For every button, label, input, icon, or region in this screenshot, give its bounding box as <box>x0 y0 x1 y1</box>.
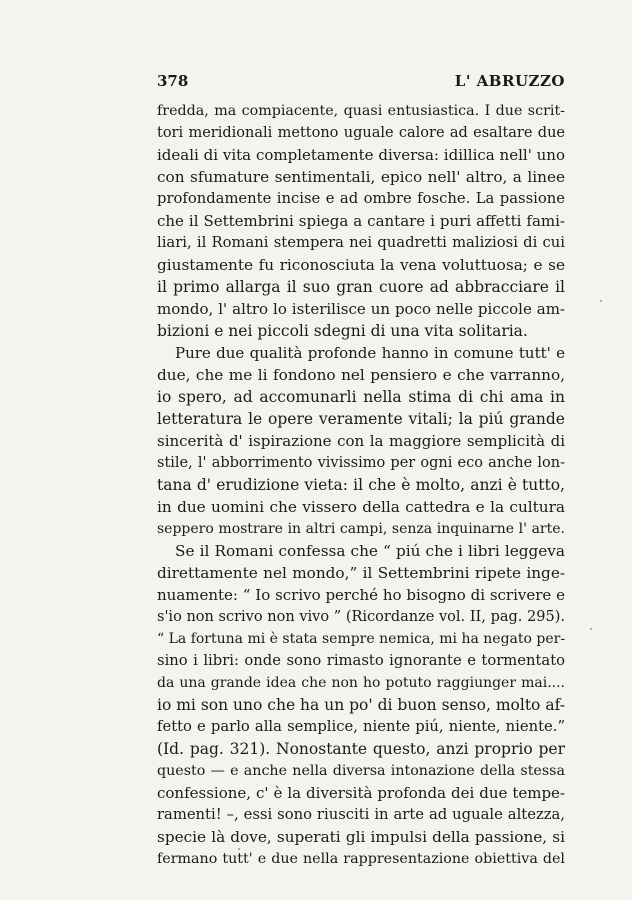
text-line: mondo, l' altro lo isterilisce un poco nelle piccole am- <box>157 300 565 318</box>
text-line: ramenti! –, essi sono riusciti in arte ad uguale altezza, <box>157 806 565 823</box>
text-line: confessione, c' è la diversità profonda dei due tempe- <box>157 784 565 802</box>
text-line: con sfumature sentimentali, epico nell' altro, a linee <box>157 168 565 186</box>
running-head: L' ABRUZZO <box>454 72 565 90</box>
paragraph-end-line: seppero mostrare in altri campi, senza inquinarne l' arte. <box>157 521 565 537</box>
paragraph-first-line: Se il Romani confessa che “ piú che i libri leggeva <box>175 542 565 560</box>
paper-speck <box>238 848 240 850</box>
text-line: io spero, ad accomunarli nella stima di chi ama in <box>157 388 565 406</box>
text-line: letteratura le opere veramente vitali; la piú grande <box>157 410 565 428</box>
paper-speck <box>590 628 592 630</box>
text-line: tana d' erudizione vieta: il che è molto, anzi è tutto, <box>157 476 565 494</box>
text-line: specie là dove, superati gli impulsi della passione, si <box>157 828 565 846</box>
paper-speck <box>600 300 602 302</box>
text-line: direttamente nel mondo,” il Settembrini ripete inge- <box>157 564 565 582</box>
text-line: fredda, ma compiacente, quasi entusiastica. I due scrit- <box>157 103 565 119</box>
text-line: sino i libri: onde sono rimasto ignorante e tormentato <box>157 652 565 669</box>
paragraph-first-line: Pure due qualità profonde hanno in comune tutt' e <box>175 344 565 362</box>
text-line: due, che me li fondono nel pensiero e che varranno, <box>157 366 565 384</box>
text-line: sincerità d' ispirazione con la maggiore semplicità di <box>157 432 565 450</box>
text-line: nuamente: “ Io scrivo perché ho bisogno di scrivere e <box>157 586 565 604</box>
text-line: profondamente incise e ad ombre fosche. La passione <box>157 190 565 207</box>
text-line: fermano tutt' e due nella rappresentazione obiettiva del <box>157 851 565 867</box>
text-line: ideali di vita completamente diversa: idillica nell' uno <box>157 146 565 164</box>
text-line: liari, il Romani stempera nei quadretti maliziosi di cui <box>157 234 565 251</box>
text-line: s'io non scrivo non vivo ” (Ricordanze vol. II, pag. 295). <box>157 609 565 625</box>
text-line: questo — e anche nella diversa intonazione della stessa <box>157 763 565 779</box>
page-header <box>157 72 565 92</box>
text-line: fetto e parlo alla semplice, niente piú, niente, niente.” <box>157 718 565 735</box>
text-line: in due uomini che vissero della cattedra e la cultura <box>157 498 565 516</box>
paragraph-end-line: bizioni e nei piccoli sdegni di una vita solitaria. <box>157 322 528 340</box>
text-line: (Id. pag. 321). Nonostante questo, anzi proprio per <box>157 740 565 758</box>
text-line: stile, l' abborrimento vivissimo per ogni eco anche lon- <box>157 455 565 471</box>
body-text <box>157 100 565 870</box>
text-line: tori meridionali mettono uguale calore ad esaltare due <box>157 125 565 141</box>
text-line: giustamente fu riconosciuta la vena voluttuosa; e se <box>157 256 565 274</box>
text-line: “ La fortuna mi è stata sempre nemica, mi ha negato per- <box>157 631 566 647</box>
text-line: che il Settembrini spiega a cantare i puri affetti fami- <box>157 212 565 230</box>
page-number: 378 <box>157 72 189 90</box>
text-line: io mi son uno che ha un po' di buon senso, molto af- <box>157 696 565 714</box>
text-line: da una grande idea che non ho potuto raggiunger mai.... <box>157 675 565 691</box>
text-line: il primo allarga il suo gran cuore ad abbracciare il <box>157 278 565 296</box>
